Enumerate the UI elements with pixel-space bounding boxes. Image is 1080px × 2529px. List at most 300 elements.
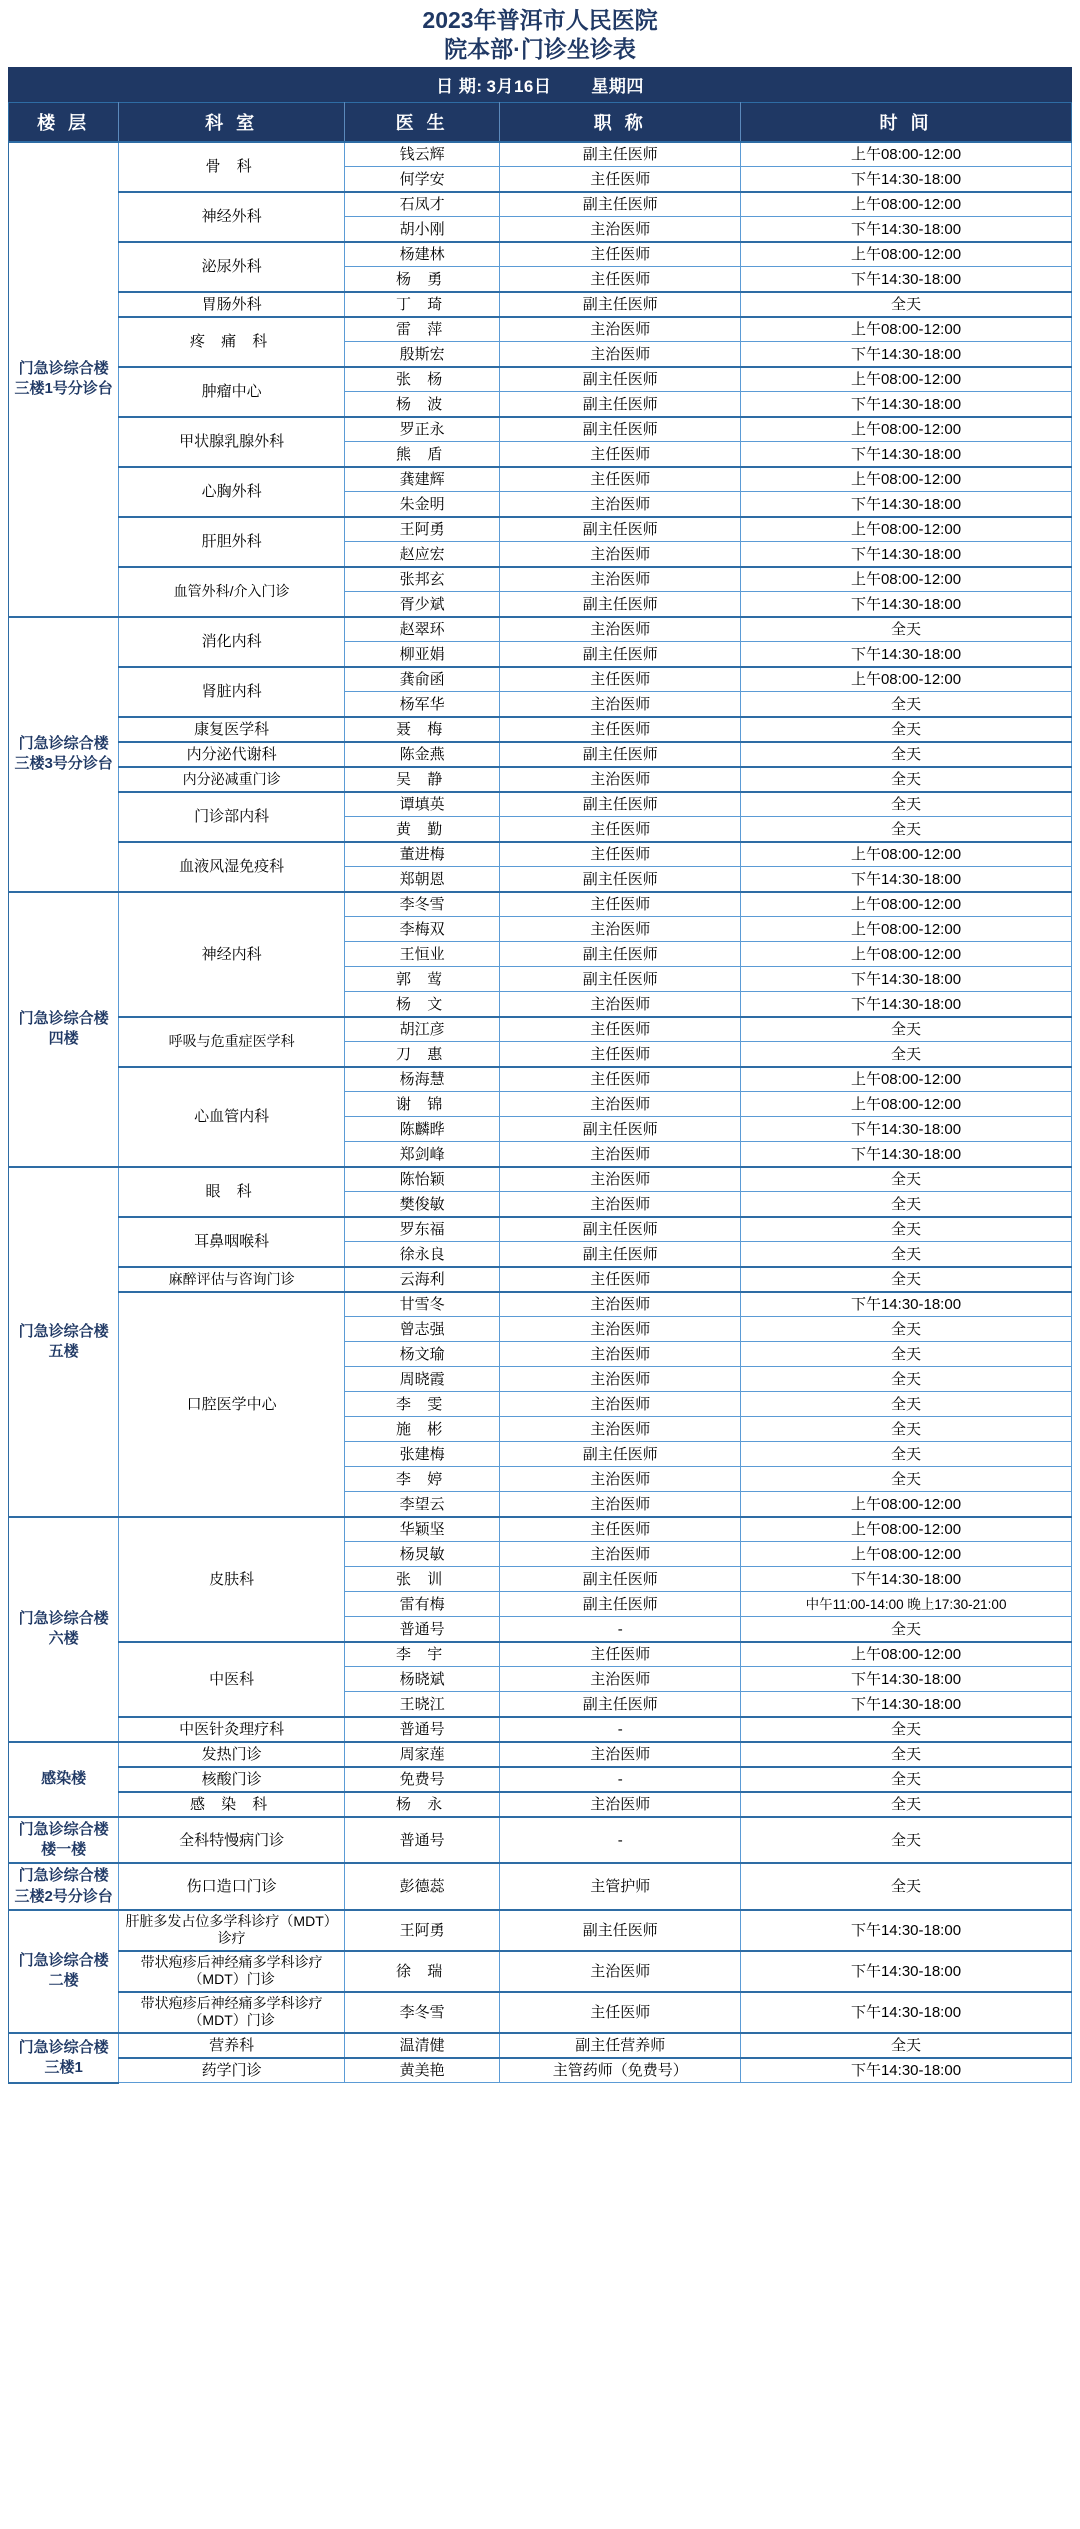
column-header-department: 科 室 <box>119 102 345 142</box>
time-cell: 全天 <box>741 1767 1072 1792</box>
doctor-title-cell: 主治医师 <box>500 1092 741 1117</box>
time-cell: 全天 <box>741 1392 1072 1417</box>
doctor-title-cell: 主任医师 <box>500 242 741 267</box>
table-row <box>9 1017 1072 1042</box>
doctor-cell: 李 婷 <box>344 1467 499 1492</box>
time-cell: 全天 <box>741 1792 1072 1817</box>
time-cell: 上午08:00-12:00 <box>741 917 1072 942</box>
date-value: 3月16日 <box>486 76 552 96</box>
doctor-title-cell: 主治医师 <box>500 1142 741 1167</box>
doctor-cell: 温清健 <box>344 2033 499 2058</box>
table-row <box>9 1717 1072 1742</box>
doctor-cell: 杨晓斌 <box>344 1667 499 1692</box>
doctor-title-cell: 副主任医师 <box>500 792 741 817</box>
doctor-cell: 郑朝恩 <box>344 867 499 892</box>
doctor-title-cell: 副主任医师 <box>500 592 741 617</box>
doctor-title-cell: 副主任医师 <box>500 417 741 442</box>
doctor-title-cell: 主任医师 <box>500 1642 741 1667</box>
doctor-cell: 吴 静 <box>344 767 499 792</box>
time-cell: 上午08:00-12:00 <box>741 317 1072 342</box>
doctor-cell: 普通号 <box>344 1617 499 1642</box>
time-cell: 全天 <box>741 817 1072 842</box>
time-cell: 下午14:30-18:00 <box>741 992 1072 1017</box>
doctor-title-cell: 副主任医师 <box>500 517 741 542</box>
department-cell: 内分泌减重门诊 <box>119 767 345 792</box>
doctor-title-cell: 主治医师 <box>500 217 741 242</box>
doctor-title-cell: 副主任医师 <box>500 1442 741 1467</box>
page-title-line1: 2023年普洱市人民医院 <box>422 7 658 33</box>
table-row <box>9 1642 1072 1667</box>
table-row <box>9 242 1072 267</box>
department-cell: 肝脏多发占位多学科诊疗（MDT）诊疗 <box>119 1910 345 1951</box>
department-cell: 呼吸与危重症医学科 <box>119 1017 345 1067</box>
doctor-title-cell: 主治医师 <box>500 1417 741 1442</box>
doctor-cell: 胥少斌 <box>344 592 499 617</box>
department-cell: 心血管内科 <box>119 1067 345 1167</box>
doctor-cell: 谢 锦 <box>344 1092 499 1117</box>
doctor-cell: 免费号 <box>344 1767 499 1792</box>
doctor-cell: 李梅双 <box>344 917 499 942</box>
department-cell: 营养科 <box>119 2033 345 2058</box>
doctor-cell: 罗东福 <box>344 1217 499 1242</box>
floor-cell: 门急诊综合楼三楼3号分诊台 <box>9 617 119 892</box>
time-cell: 下午14:30-18:00 <box>741 217 1072 242</box>
weekday-label: 星期四 <box>591 76 644 96</box>
floor-cell: 门急诊综合楼楼一楼 <box>9 1817 119 1864</box>
time-cell: 全天 <box>741 617 1072 642</box>
doctor-title-cell: 主任医师 <box>500 467 741 492</box>
doctor-cell: 赵翠环 <box>344 617 499 642</box>
doctor-cell: 杨炅敏 <box>344 1542 499 1567</box>
doctor-cell: 李冬雪 <box>344 892 499 917</box>
doctor-title-cell: 副主任医师 <box>500 367 741 392</box>
time-cell: 全天 <box>741 1863 1072 1910</box>
time-cell: 下午14:30-18:00 <box>741 1910 1072 1951</box>
doctor-title-cell: - <box>500 1817 741 1864</box>
doctor-title-cell: 主治医师 <box>500 342 741 367</box>
department-cell: 中医科 <box>119 1642 345 1717</box>
doctor-title-cell: 主治医师 <box>500 1292 741 1317</box>
time-cell: 下午14:30-18:00 <box>741 1667 1072 1692</box>
time-cell: 上午08:00-12:00 <box>741 942 1072 967</box>
date-bar <box>8 67 1072 102</box>
doctor-cell: 罗正永 <box>344 417 499 442</box>
table-row <box>9 467 1072 492</box>
doctor-cell: 黄 勤 <box>344 817 499 842</box>
time-cell: 下午14:30-18:00 <box>741 342 1072 367</box>
doctor-cell: 龚俞函 <box>344 667 499 692</box>
doctor-cell: 丁 琦 <box>344 292 499 317</box>
time-cell: 下午14:30-18:00 <box>741 1692 1072 1717</box>
time-cell: 上午08:00-12:00 <box>741 1067 1072 1092</box>
doctor-title-cell: 主管药师（免费号） <box>500 2058 741 2083</box>
time-cell: 下午14:30-18:00 <box>741 1117 1072 1142</box>
department-cell: 口腔医学中心 <box>119 1292 345 1517</box>
table-row <box>9 2058 1072 2083</box>
doctor-title-cell: 主治医师 <box>500 617 741 642</box>
time-cell: 上午08:00-12:00 <box>741 467 1072 492</box>
doctor-cell: 徐永良 <box>344 1242 499 1267</box>
table-row <box>9 1767 1072 1792</box>
department-cell: 中医针灸理疗科 <box>119 1717 345 1742</box>
doctor-title-cell: 副主任医师 <box>500 867 741 892</box>
doctor-cell: 陈怡颖 <box>344 1167 499 1192</box>
doctor-title-cell: 副主任医师 <box>500 1592 741 1617</box>
time-cell: 上午08:00-12:00 <box>741 1642 1072 1667</box>
doctor-cell: 郭 莺 <box>344 967 499 992</box>
time-cell: 上午08:00-12:00 <box>741 892 1072 917</box>
table-row <box>9 717 1072 742</box>
floor-cell: 门急诊综合楼三楼1号分诊台 <box>9 142 119 617</box>
table-row <box>9 667 1072 692</box>
doctor-cell: 杨 勇 <box>344 267 499 292</box>
doctor-title-cell: 主任医师 <box>500 267 741 292</box>
doctor-cell: 朱金明 <box>344 492 499 517</box>
time-cell: 全天 <box>741 1442 1072 1467</box>
table-header <box>9 102 1072 142</box>
table-row <box>9 1817 1072 1864</box>
time-cell: 上午08:00-12:00 <box>741 842 1072 867</box>
doctor-title-cell: 主任医师 <box>500 717 741 742</box>
time-cell: 上午08:00-12:00 <box>741 142 1072 167</box>
doctor-title-cell: 副主任医师 <box>500 967 741 992</box>
doctor-title-cell: 副主任医师 <box>500 1217 741 1242</box>
doctor-cell: 普通号 <box>344 1817 499 1864</box>
time-cell: 上午08:00-12:00 <box>741 242 1072 267</box>
doctor-title-cell: 主任医师 <box>500 167 741 192</box>
department-cell: 血液风湿免疫科 <box>119 842 345 892</box>
table-row <box>9 1517 1072 1542</box>
doctor-title-cell: 主任医师 <box>500 892 741 917</box>
department-cell: 甲状腺乳腺外科 <box>119 417 345 467</box>
table-row <box>9 517 1072 542</box>
time-cell: 上午08:00-12:00 <box>741 1542 1072 1567</box>
department-cell: 康复医学科 <box>119 717 345 742</box>
floor-cell: 门急诊综合楼四楼 <box>9 892 119 1167</box>
time-cell: 下午14:30-18:00 <box>741 1951 1072 1992</box>
time-cell: 全天 <box>741 1192 1072 1217</box>
schedule-table <box>8 102 1072 2084</box>
table-row <box>9 1067 1072 1092</box>
department-cell: 神经外科 <box>119 192 345 242</box>
title-block <box>8 0 1072 67</box>
time-cell: 下午14:30-18:00 <box>741 867 1072 892</box>
time-cell: 下午14:30-18:00 <box>741 442 1072 467</box>
department-cell: 骨 科 <box>119 142 345 192</box>
doctor-title-cell: 副主任医师 <box>500 1692 741 1717</box>
doctor-title-cell: 主治医师 <box>500 992 741 1017</box>
doctor-cell: 胡江彦 <box>344 1017 499 1042</box>
table-row <box>9 1267 1072 1292</box>
time-cell: 下午14:30-18:00 <box>741 2058 1072 2083</box>
table-row <box>9 842 1072 867</box>
table-row <box>9 192 1072 217</box>
time-cell: 下午14:30-18:00 <box>741 392 1072 417</box>
time-cell: 全天 <box>741 292 1072 317</box>
time-cell: 全天 <box>741 1817 1072 1864</box>
department-cell: 发热门诊 <box>119 1742 345 1767</box>
department-cell: 肾脏内科 <box>119 667 345 717</box>
department-cell: 血管外科/介入门诊 <box>119 567 345 617</box>
doctor-title-cell: 主治医师 <box>500 1742 741 1767</box>
time-cell: 下午14:30-18:00 <box>741 542 1072 567</box>
doctor-title-cell: 副主任医师 <box>500 1910 741 1951</box>
table-row <box>9 292 1072 317</box>
doctor-cell: 陈金燕 <box>344 742 499 767</box>
time-cell: 上午08:00-12:00 <box>741 1492 1072 1517</box>
doctor-title-cell: 主治医师 <box>500 1317 741 1342</box>
time-cell: 下午14:30-18:00 <box>741 642 1072 667</box>
doctor-title-cell: 副主任医师 <box>500 642 741 667</box>
doctor-cell: 云海利 <box>344 1267 499 1292</box>
time-cell: 下午14:30-18:00 <box>741 1567 1072 1592</box>
time-cell: 全天 <box>741 1467 1072 1492</box>
time-cell: 上午08:00-12:00 <box>741 367 1072 392</box>
time-cell: 全天 <box>741 1417 1072 1442</box>
doctor-cell: 董进梅 <box>344 842 499 867</box>
doctor-title-cell: 副主任医师 <box>500 1117 741 1142</box>
department-cell: 感 染 科 <box>119 1792 345 1817</box>
time-cell: 下午14:30-18:00 <box>741 967 1072 992</box>
doctor-cell: 胡小刚 <box>344 217 499 242</box>
doctor-title-cell: 主治医师 <box>500 767 741 792</box>
doctor-title-cell: 主任医师 <box>500 667 741 692</box>
column-header-floor: 楼 层 <box>9 102 119 142</box>
time-cell: 上午08:00-12:00 <box>741 417 1072 442</box>
doctor-title-cell: 主治医师 <box>500 492 741 517</box>
doctor-title-cell: 副主任医师 <box>500 942 741 967</box>
time-cell: 上午08:00-12:00 <box>741 517 1072 542</box>
doctor-title-cell: 主治医师 <box>500 1467 741 1492</box>
time-cell: 下午14:30-18:00 <box>741 167 1072 192</box>
doctor-cell: 熊 盾 <box>344 442 499 467</box>
doctor-cell: 张邦玄 <box>344 567 499 592</box>
doctor-cell: 雷 萍 <box>344 317 499 342</box>
doctor-cell: 何学安 <box>344 167 499 192</box>
doctor-title-cell: 主治医师 <box>500 917 741 942</box>
table-row <box>9 142 1072 167</box>
time-cell: 上午08:00-12:00 <box>741 192 1072 217</box>
floor-cell: 门急诊综合楼三楼2号分诊台 <box>9 1863 119 1910</box>
time-cell: 全天 <box>741 767 1072 792</box>
doctor-cell: 雷有梅 <box>344 1592 499 1617</box>
doctor-title-cell: 主任医师 <box>500 842 741 867</box>
doctor-title-cell: 主治医师 <box>500 692 741 717</box>
doctor-title-cell: - <box>500 1767 741 1792</box>
department-cell: 胃肠外科 <box>119 292 345 317</box>
doctor-cell: 李冬雪 <box>344 1992 499 2033</box>
doctor-title-cell: 主治医师 <box>500 1192 741 1217</box>
table-body <box>9 142 1072 2083</box>
table-row <box>9 1951 1072 1992</box>
doctor-title-cell: 副主任医师 <box>500 142 741 167</box>
doctor-title-cell: 副主任医师 <box>500 742 741 767</box>
time-cell: 下午14:30-18:00 <box>741 1292 1072 1317</box>
doctor-cell: 曾志强 <box>344 1317 499 1342</box>
doctor-cell: 聂 梅 <box>344 717 499 742</box>
doctor-cell: 杨建林 <box>344 242 499 267</box>
doctor-title-cell: 副主任医师 <box>500 292 741 317</box>
doctor-cell: 钱云辉 <box>344 142 499 167</box>
time-cell: 中午11:00-14:00 晚上17:30-21:00 <box>741 1592 1072 1617</box>
date-label: 日 期: <box>436 76 483 96</box>
department-cell: 皮肤科 <box>119 1517 345 1642</box>
doctor-title-cell: 副主任医师 <box>500 1567 741 1592</box>
header-row <box>9 102 1072 142</box>
time-cell: 下午14:30-18:00 <box>741 492 1072 517</box>
table-row <box>9 317 1072 342</box>
column-header-title: 职 称 <box>500 102 741 142</box>
doctor-title-cell: 主治医师 <box>500 1792 741 1817</box>
doctor-title-cell: 主治医师 <box>500 567 741 592</box>
table-row <box>9 742 1072 767</box>
doctor-title-cell: 主治医师 <box>500 1167 741 1192</box>
doctor-cell: 殷斯宏 <box>344 342 499 367</box>
doctor-title-cell: 主治医师 <box>500 1342 741 1367</box>
doctor-title-cell: 主任医师 <box>500 1042 741 1067</box>
department-cell: 肿瘤中心 <box>119 367 345 417</box>
doctor-cell: 杨海慧 <box>344 1067 499 1092</box>
department-cell: 带状疱疹后神经痛多学科诊疗（MDT）门诊 <box>119 1951 345 1992</box>
table-row <box>9 1292 1072 1317</box>
doctor-cell: 石凤才 <box>344 192 499 217</box>
time-cell: 上午08:00-12:00 <box>741 1092 1072 1117</box>
time-cell: 全天 <box>741 1217 1072 1242</box>
table-row <box>9 1910 1072 1951</box>
doctor-cell: 杨文瑜 <box>344 1342 499 1367</box>
doctor-cell: 王阿勇 <box>344 517 499 542</box>
doctor-cell: 陈麟晔 <box>344 1117 499 1142</box>
doctor-cell: 李 宇 <box>344 1642 499 1667</box>
doctor-cell: 华颖坚 <box>344 1517 499 1542</box>
doctor-title-cell: 主治医师 <box>500 542 741 567</box>
time-cell: 全天 <box>741 1242 1072 1267</box>
doctor-cell: 柳亚娟 <box>344 642 499 667</box>
doctor-cell: 甘雪冬 <box>344 1292 499 1317</box>
department-cell: 消化内科 <box>119 617 345 667</box>
department-cell: 心胸外科 <box>119 467 345 517</box>
time-cell: 下午14:30-18:00 <box>741 1142 1072 1167</box>
doctor-cell: 杨 文 <box>344 992 499 1017</box>
time-cell: 全天 <box>741 1367 1072 1392</box>
time-cell: 全天 <box>741 1267 1072 1292</box>
doctor-title-cell: 副主任医师 <box>500 1242 741 1267</box>
department-cell: 药学门诊 <box>119 2058 345 2083</box>
doctor-title-cell: 主治医师 <box>500 1951 741 1992</box>
doctor-cell: 刀 惠 <box>344 1042 499 1067</box>
table-row <box>9 1217 1072 1242</box>
department-cell: 麻醉评估与咨询门诊 <box>119 1267 345 1292</box>
doctor-cell: 普通号 <box>344 1717 499 1742</box>
table-row <box>9 417 1072 442</box>
doctor-title-cell: 主治医师 <box>500 1392 741 1417</box>
department-cell: 眼 科 <box>119 1167 345 1217</box>
time-cell: 上午08:00-12:00 <box>741 567 1072 592</box>
table-row <box>9 1167 1072 1192</box>
department-cell: 核酸门诊 <box>119 1767 345 1792</box>
time-cell: 下午14:30-18:00 <box>741 1992 1072 2033</box>
table-row <box>9 2033 1072 2058</box>
doctor-cell: 徐 瑞 <box>344 1951 499 1992</box>
time-cell: 全天 <box>741 1317 1072 1342</box>
table-row <box>9 367 1072 392</box>
time-cell: 全天 <box>741 1717 1072 1742</box>
department-cell: 内分泌代谢科 <box>119 742 345 767</box>
doctor-cell: 樊俊敏 <box>344 1192 499 1217</box>
doctor-title-cell: 主任医师 <box>500 1992 741 2033</box>
time-cell: 下午14:30-18:00 <box>741 592 1072 617</box>
doctor-cell: 郑剑峰 <box>344 1142 499 1167</box>
time-cell: 全天 <box>741 692 1072 717</box>
doctor-cell: 谭填英 <box>344 792 499 817</box>
doctor-cell: 黄美艳 <box>344 2058 499 2083</box>
department-cell: 伤口造口门诊 <box>119 1863 345 1910</box>
time-cell: 全天 <box>741 2033 1072 2058</box>
doctor-cell: 彭德蕊 <box>344 1863 499 1910</box>
doctor-cell: 杨 波 <box>344 392 499 417</box>
doctor-title-cell: 主治医师 <box>500 1367 741 1392</box>
doctor-cell: 王恒业 <box>344 942 499 967</box>
time-cell: 上午08:00-12:00 <box>741 667 1072 692</box>
doctor-cell: 周家莲 <box>344 1742 499 1767</box>
doctor-title-cell: - <box>500 1617 741 1642</box>
time-cell: 全天 <box>741 1042 1072 1067</box>
doctor-title-cell: 主治医师 <box>500 1492 741 1517</box>
table-row <box>9 1863 1072 1910</box>
department-cell: 疼 痛 科 <box>119 317 345 367</box>
doctor-title-cell: 主管护师 <box>500 1863 741 1910</box>
doctor-cell: 杨军华 <box>344 692 499 717</box>
department-cell: 肝胆外科 <box>119 517 345 567</box>
table-row <box>9 1742 1072 1767</box>
time-cell: 全天 <box>741 792 1072 817</box>
table-row <box>9 892 1072 917</box>
doctor-cell: 施 彬 <box>344 1417 499 1442</box>
table-row <box>9 1992 1072 2033</box>
department-cell: 泌尿外科 <box>119 242 345 292</box>
department-cell: 带状疱疹后神经痛多学科诊疗（MDT）门诊 <box>119 1992 345 2033</box>
time-cell: 全天 <box>741 1342 1072 1367</box>
doctor-cell: 周晓霞 <box>344 1367 499 1392</box>
table-row <box>9 792 1072 817</box>
page-title-line2: 院本部·门诊坐诊表 <box>444 36 636 63</box>
floor-cell: 门急诊综合楼二楼 <box>9 1910 119 2033</box>
table-row <box>9 617 1072 642</box>
doctor-title-cell: 主任医师 <box>500 817 741 842</box>
table-row <box>9 1792 1072 1817</box>
doctor-cell: 李望云 <box>344 1492 499 1517</box>
floor-cell: 门急诊综合楼六楼 <box>9 1517 119 1742</box>
doctor-title-cell: 主任医师 <box>500 1517 741 1542</box>
doctor-cell: 王晓江 <box>344 1692 499 1717</box>
doctor-cell: 张 训 <box>344 1567 499 1592</box>
table-row <box>9 767 1072 792</box>
time-cell: 上午08:00-12:00 <box>741 1517 1072 1542</box>
doctor-title-cell: 副主任医师 <box>500 392 741 417</box>
doctor-cell: 李 雯 <box>344 1392 499 1417</box>
doctor-title-cell: 主治医师 <box>500 1667 741 1692</box>
floor-cell: 门急诊综合楼五楼 <box>9 1167 119 1517</box>
floor-cell: 门急诊综合楼三楼1 <box>9 2033 119 2083</box>
column-header-time: 时 间 <box>741 102 1072 142</box>
doctor-cell: 杨 永 <box>344 1792 499 1817</box>
doctor-title-cell: 副主任营养师 <box>500 2033 741 2058</box>
time-cell: 全天 <box>741 742 1072 767</box>
doctor-cell: 张建梅 <box>344 1442 499 1467</box>
doctor-cell: 赵应宏 <box>344 542 499 567</box>
doctor-cell: 龚建辉 <box>344 467 499 492</box>
department-cell: 耳鼻咽喉科 <box>119 1217 345 1267</box>
